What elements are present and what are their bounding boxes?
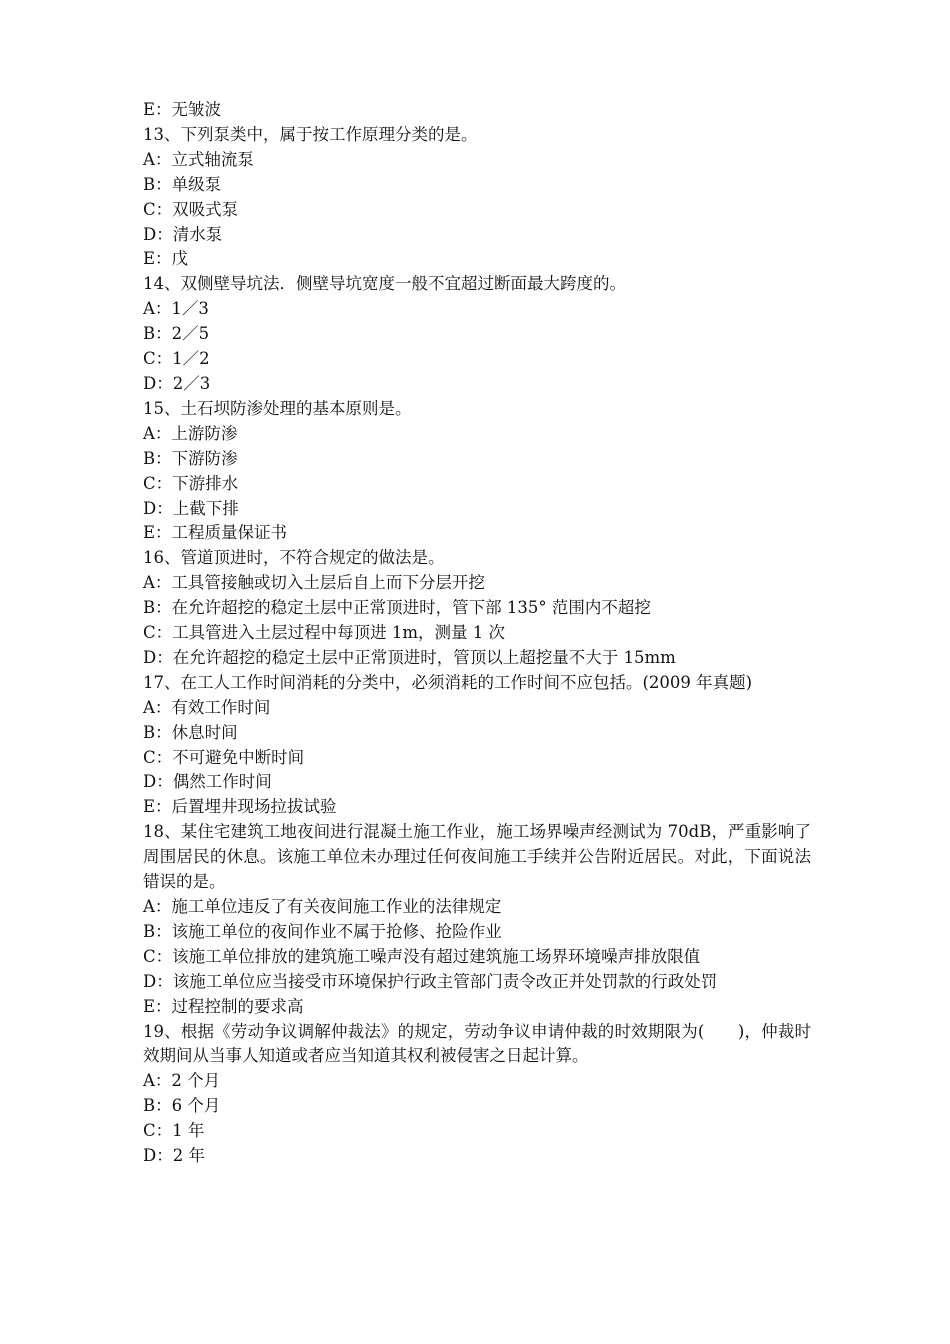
answer-option: A：有效工作时间: [143, 697, 271, 717]
answer-option: D：2／3: [143, 373, 211, 393]
answer-option: A：工具管接触或切入土层后自上而下分层开挖: [143, 573, 485, 593]
answer-option: C：1 年: [143, 1121, 205, 1141]
answer-option: B：休息时间: [143, 722, 238, 742]
answer-option: C：1／2: [143, 349, 210, 369]
answer-option: B：单级泵: [143, 174, 222, 194]
question-text: 13、下列泵类中，属于按工作原理分类的是。: [143, 124, 478, 144]
answer-option: A：上游防渗: [143, 423, 238, 443]
answer-option: D：在允许超挖的稳定土层中正常顶进时，管顶以上超挖量不大于 15mm: [143, 647, 676, 667]
question-text: 16、管道顶进时，不符合规定的做法是。: [143, 548, 445, 568]
answer-option: E：过程控制的要求高: [143, 996, 304, 1016]
answer-option: B：6 个月: [143, 1096, 221, 1116]
document-page: [143, 98, 811, 1169]
answer-option: B：2／5: [143, 324, 210, 344]
answer-option: C：该施工单位排放的建筑施工噪声没有超过建筑施工场界环境噪声排放限值: [143, 946, 701, 966]
answer-option: B：该施工单位的夜间作业不属于抢修、抢险作业: [143, 921, 502, 941]
answer-option: E：无皱波: [143, 100, 222, 119]
answer-option: D：该施工单位应当接受市环境保护行政主管部门责令改正并处罚款的行政处罚: [143, 971, 718, 991]
answer-option: A：2 个月: [143, 1071, 221, 1091]
answer-option: A：1／3: [143, 299, 209, 319]
question-text: 18、某住宅建筑工地夜间进行混凝土施工作业，施工场界噪声经测试为 70dB，严重影响了周围居民的休息。该施工单位未办理过任何夜间施工手续并公告附近居民。对此，下面说法错误的是。: [143, 822, 811, 892]
answer-option: C：工具管进入土层过程中每顶进 1m，测量 1 次: [143, 623, 506, 643]
answer-option: D：2 年: [143, 1146, 205, 1166]
answer-option: C：双吸式泵: [143, 199, 239, 219]
answer-option: C：不可避免中断时间: [143, 747, 305, 767]
answer-option: B：下游防渗: [143, 448, 238, 468]
answer-option: E：工程质量保证书: [143, 523, 288, 543]
answer-option: A：立式轴流泵: [143, 149, 254, 169]
answer-option: E：后置埋井现场拉拔试验: [143, 797, 337, 817]
answer-option: C：下游排水: [143, 473, 239, 493]
answer-option: D：偶然工作时间: [143, 772, 272, 792]
question-text: 14、双侧壁导坑法．侧壁导坑宽度一般不宜超过断面最大跨度的。: [143, 274, 626, 294]
question-text: 19、根据《劳动争议调解仲裁法》的规定，劳动争议申请仲裁的时效期限为( )，仲裁时效期间从当事人知道或者应当知道其权利被侵害之日起计算。: [143, 1021, 811, 1066]
question-text: 15、土石坝防渗处理的基本原则是。: [143, 398, 412, 418]
answer-option: A：施工单位违反了有关夜间施工作业的法律规定: [143, 897, 502, 916]
answer-option: D：清水泵: [143, 224, 223, 244]
answer-option: B：在允许超挖的稳定土层中正常顶进时，管下部 135° 范围内不超挖: [143, 598, 651, 618]
answer-option: D：上截下排: [143, 498, 239, 518]
answer-option: E：戊: [143, 249, 189, 269]
question-text: 17、在工人工作时间消耗的分类中，必须消耗的工作时间不应包括。(2009 年真题): [143, 672, 753, 692]
